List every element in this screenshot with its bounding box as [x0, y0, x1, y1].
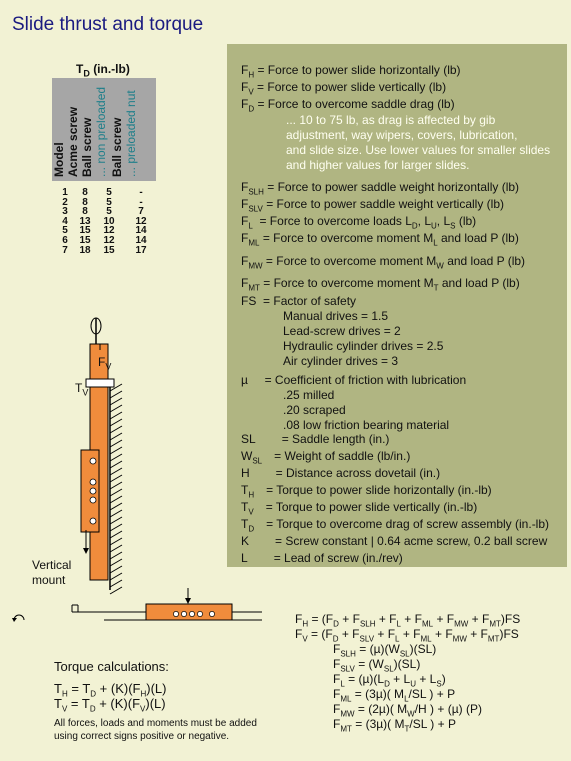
formula-fslv: $F_{SLV} = (W_{SL})(SL)$ — [333, 657, 421, 674]
table-cell: 15 — [79, 235, 91, 246]
table-cell: 15 — [103, 244, 115, 256]
fv-label: $F_V$ — [98, 355, 112, 372]
def-fd: $F_D$ = Force to overcome saddle drag (lb) — [241, 97, 455, 114]
def-fml: $F_{ML}$ = Force to overcome moment $M_L$ and load P (lb) — [241, 231, 519, 248]
table-cell: 5 — [106, 187, 112, 198]
column-acme-screw: Acme screw — [66, 106, 80, 177]
torque-note-1: All forces, loads and moments must be added — [54, 718, 257, 729]
table-cell: 10 — [103, 215, 115, 227]
mu-item-2: .20 scraped — [283, 403, 346, 417]
column-ball-screw-2: Ball screw — [110, 117, 124, 177]
table-cell: 18 — [79, 244, 91, 256]
def-fslh: $F_{SLH}$ = Force to power saddle weight horizontally (lb) — [241, 180, 520, 197]
column-model: Model — [52, 142, 66, 177]
table-cell: 17 — [135, 244, 147, 256]
table-cell: 13 — [79, 215, 91, 227]
table-header: $T_D$ (in.-lb) — [76, 62, 130, 79]
table-cell: 14 — [135, 235, 147, 246]
formula-fslh: $F_{SLH} = (\mu)(W_{SL})(SL)$ — [333, 642, 437, 659]
fs-item-4: Air cylinder drives = 3 — [283, 354, 399, 368]
formula-fl: $F_L = (\mu)(L_D + L_U + L_S)$ — [333, 672, 446, 689]
table-cell: 14 — [135, 225, 147, 237]
formula-th: $T_H = T_D + (K)(F_H)(L)$ — [54, 681, 167, 699]
table-cell: 7 — [62, 244, 68, 256]
def-fh: $F_H$ = Force to power slide horizontally (lb) — [241, 63, 461, 80]
def-fmt: $F_{MT}$ = Force to overcome moment $M_T$ and load P (lb) — [241, 276, 520, 293]
table-cell: 5 — [62, 225, 68, 237]
def-fmw: $F_{MW}$ = Force to overcome moment $M_W$ and load P (lb) — [241, 254, 526, 271]
tv-label: $T_V$ — [75, 381, 89, 398]
formula-tv: $T_V = T_D + (K)(F_V)(L)$ — [54, 696, 166, 714]
table-cell: 4 — [62, 215, 68, 227]
table-cell: 7 — [138, 206, 144, 218]
formula-fmw: $F_{MW} = (2\mu)$( $M_W/H$ ) + (µ) (P) — [333, 702, 482, 719]
column-ball-screw: Ball screw — [80, 117, 94, 177]
table-cell: 12 — [103, 235, 115, 246]
column-non-preloaded: ... non preloaded — [94, 86, 108, 177]
formula-fmt: $F_{MT} = (3\mu)$( $M_T/SL$ ) + P — [333, 717, 456, 734]
table-cell: 12 — [135, 215, 147, 227]
column-preloaded-nut: ... preloaded nut — [124, 90, 138, 177]
table-cell: 8 — [82, 206, 88, 218]
formula-fv: $F_V = (F_D + F_{SLV} + F_L + F_{ML} + F_{MW} + F_{MT})FS$ — [295, 627, 519, 644]
drag-note-1: ... 10 to 75 lb, as drag is affected by gib — [286, 113, 496, 127]
def-fl: $F_L$ = Force to overcome loads $L_D$, $L_U$, $L_S$ (lb) — [241, 214, 477, 231]
drag-note-4: and higher values for larger slides. — [286, 158, 470, 172]
def-fs: FS = Factor of safety — [241, 294, 357, 308]
table-cell: 5 — [106, 206, 112, 218]
page-title: Slide thrust and torque — [12, 14, 204, 35]
table-cell: 15 — [79, 225, 91, 237]
table-cell: - — [139, 187, 143, 198]
table-cell: - — [139, 196, 143, 208]
table-cell: 8 — [82, 196, 88, 208]
drag-note-3: and slide size. Use lower values for smaller slides — [286, 143, 551, 157]
fs-item-2: Lead-screw drives = 2 — [283, 324, 401, 338]
def-other: K = Screw constant | 0.64 acme screw, 0.2 ball screw — [241, 534, 548, 548]
mu-item-3: .08 low friction bearing material — [283, 418, 450, 432]
def-other: $W_{SL}$ = Weight of saddle (lb/in.) — [241, 449, 411, 466]
torque-note-2: using correct signs positive or negative. — [54, 731, 230, 742]
table-cell: 2 — [62, 196, 68, 208]
def-other: H = Distance across dovetail (in.) — [241, 466, 441, 480]
fs-item-1: Manual drives = 1.5 — [283, 309, 389, 323]
mount-label: mount — [32, 573, 66, 587]
torque-heading: Torque calculations: — [54, 659, 169, 674]
def-other: L = Lead of screw (in./rev) — [241, 551, 403, 565]
table-cell: 1 — [62, 187, 68, 198]
def-fv: $F_V$ = Force to power slide vertically (lb) — [241, 80, 447, 97]
table-cell: 6 — [62, 235, 68, 246]
vertical-label: Vertical — [32, 558, 72, 572]
def-other: SL = Saddle length (in.) — [241, 432, 390, 446]
mu-item-1: .25 milled — [283, 388, 335, 402]
table-cell: 3 — [62, 206, 68, 218]
table-cell: 12 — [103, 225, 115, 237]
formula-fh: $F_H = (F_D + F_{SLH} + F_L + F_{ML} + F_{MW} + F_{MT})FS$ — [295, 612, 521, 629]
table-cell: 5 — [106, 196, 112, 208]
table-cell: 8 — [82, 187, 88, 198]
fs-item-3: Hydraulic cylinder drives = 2.5 — [283, 339, 444, 353]
formula-fml: $F_{ML} = (3\mu)$( $M_L/SL$ ) + P — [333, 687, 456, 704]
def-fslv: $F_{SLV}$ = Force to power saddle weight vertically (lb) — [241, 197, 504, 214]
def-mu: µ = Coefficient of friction with lubrication — [241, 373, 467, 387]
def-other: $T_D$ = Torque to overcome drag of screw assembly (in.-lb) — [241, 517, 550, 534]
def-other: $T_H$ = Torque to power slide horizontally (in.-lb) — [241, 483, 492, 500]
drag-note-2: adjustment, way wipers, covers, lubrication, — [286, 128, 518, 142]
def-other: $T_V$ = Torque to power slide vertically (in.-lb) — [241, 500, 478, 517]
